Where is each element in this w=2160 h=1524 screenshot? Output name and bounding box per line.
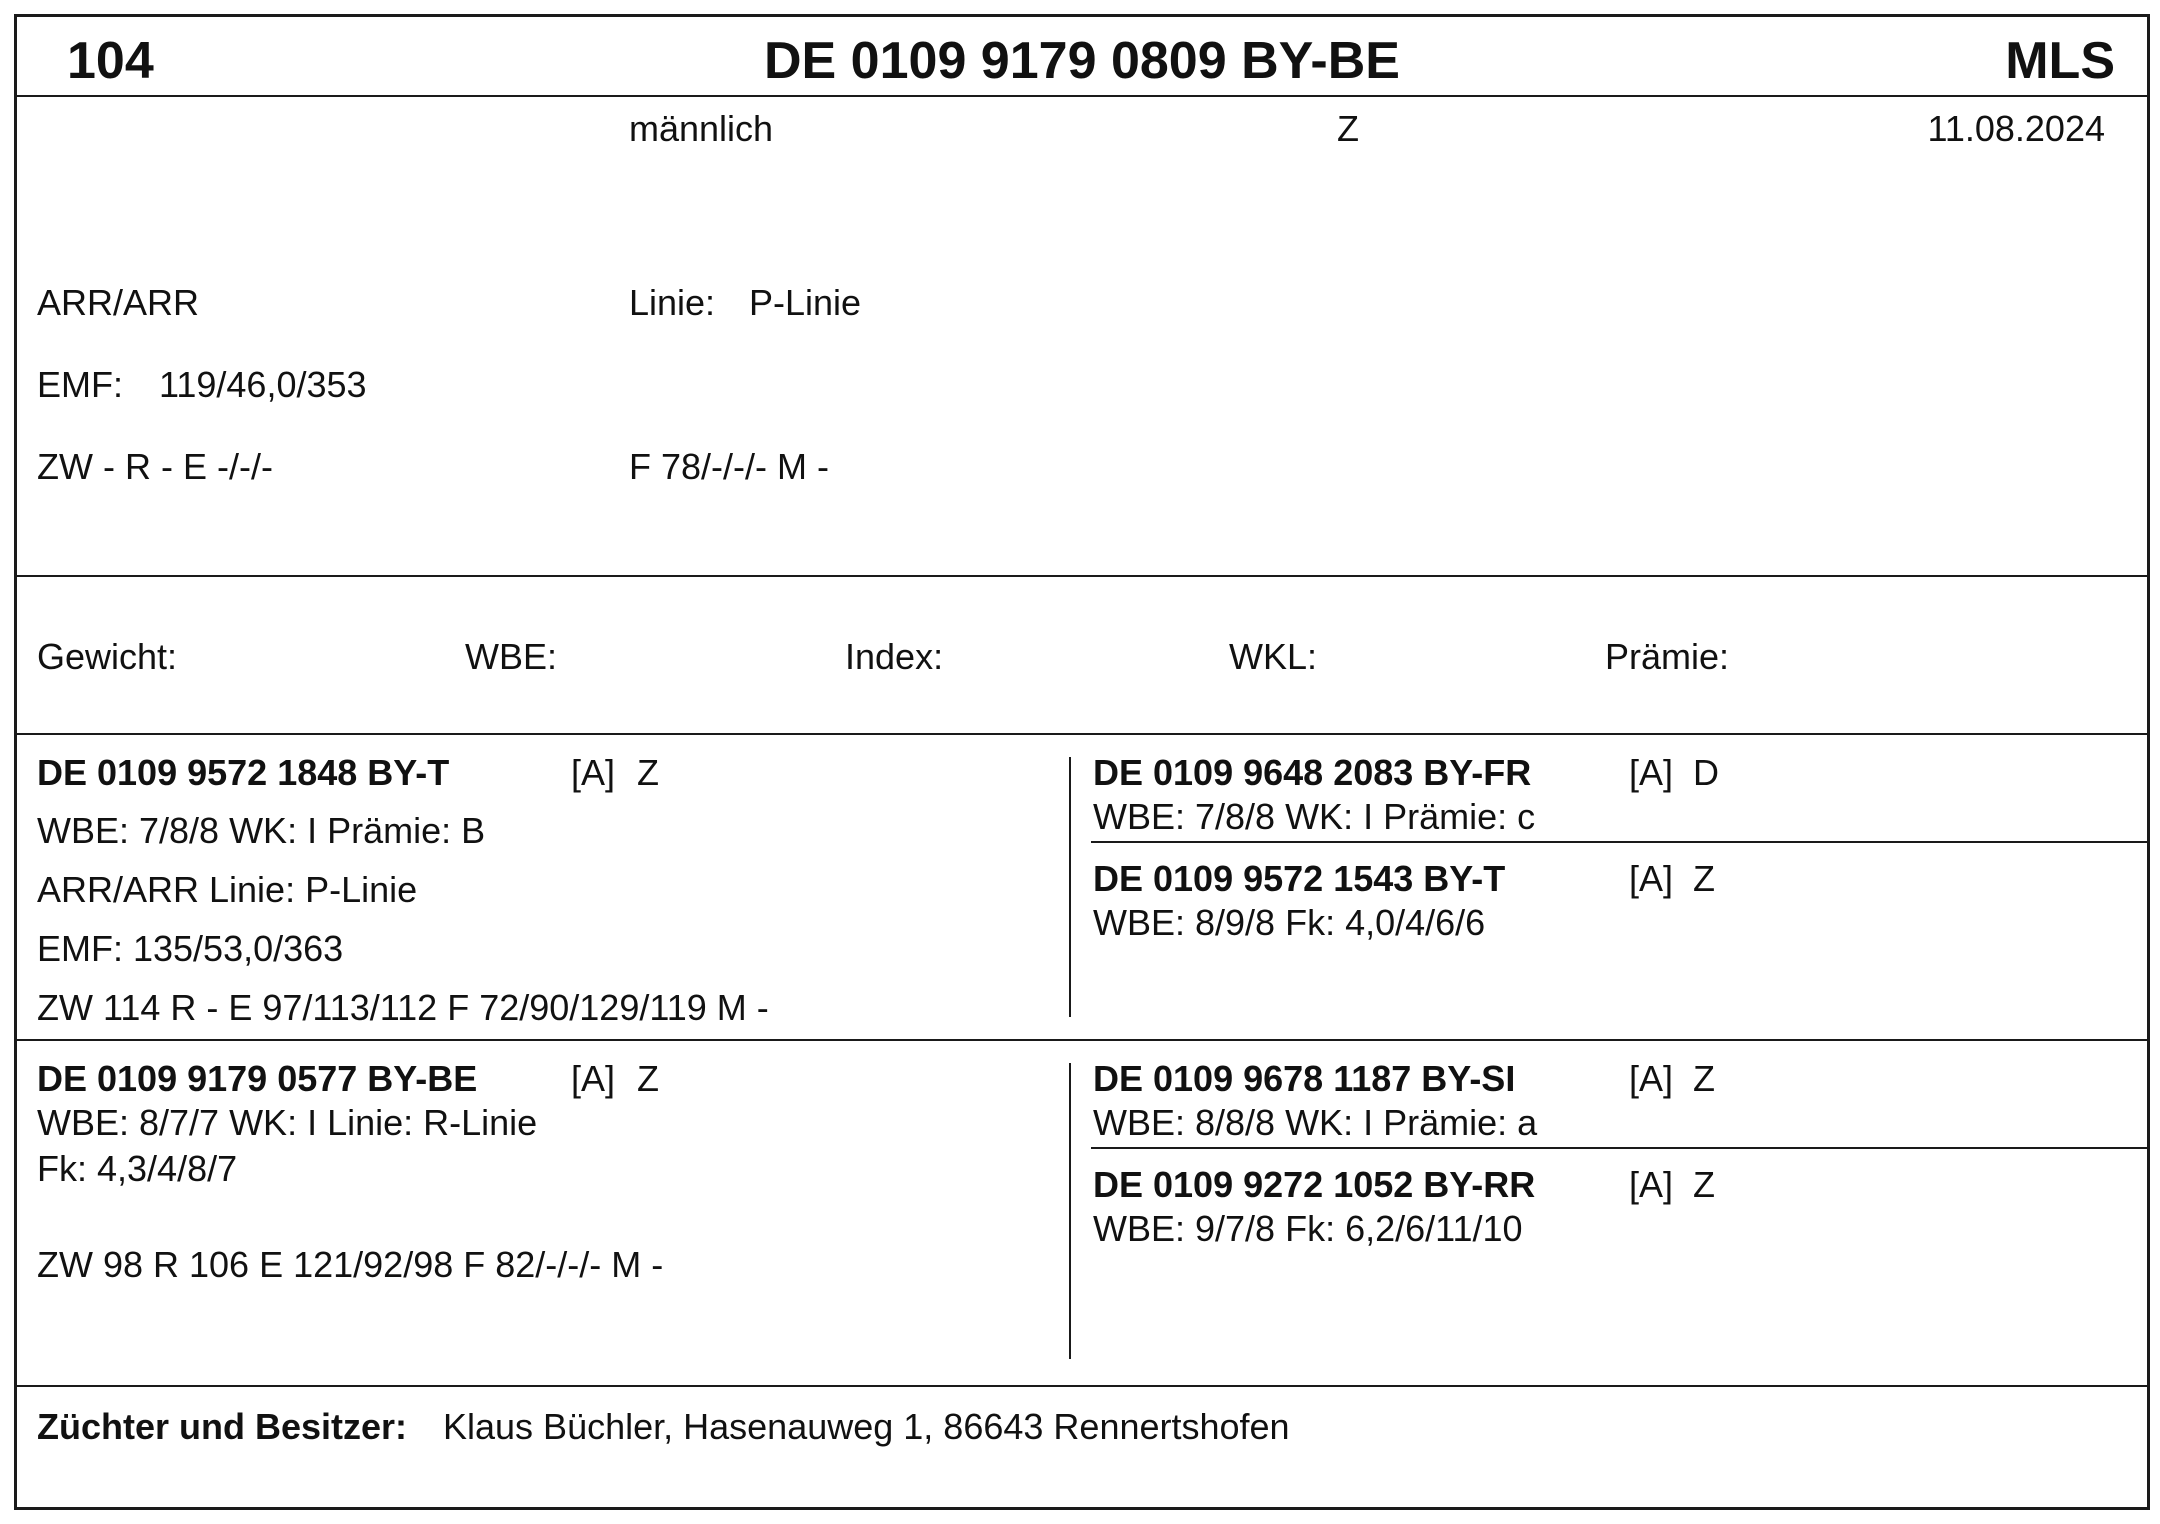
mother-mother-tag: [A] [1629, 1164, 1674, 1205]
father-status: Z [637, 752, 659, 793]
father-father-tag: [A] [1629, 752, 1674, 793]
breed-code: MLS [2005, 32, 2115, 90]
f-values: F 78/-/-/- M - [629, 446, 829, 487]
divider [17, 1385, 2147, 1387]
father-line: ZW 114 R - E 97/113/112 F 72/90/129/119 M - [37, 987, 769, 1028]
column-divider [1069, 1063, 1071, 1359]
divider [17, 733, 2147, 735]
date: 11.08.2024 [1927, 108, 2105, 149]
father-mother-line: WBE: 8/9/8 Fk: 4,0/4/6/6 [1093, 902, 1486, 943]
zw-values: ZW - R - E -/-/- [37, 446, 273, 487]
divider [17, 95, 2147, 97]
divider [1091, 841, 2147, 843]
breeder-value: Klaus Büchler, Hasenauweg 1, 86643 Rennertshofen [443, 1406, 1290, 1447]
mother-ring: DE 0109 9179 0577 BY-BE [37, 1058, 478, 1099]
mother-mother-line: WBE: 9/7/8 Fk: 6,2/6/11/10 [1093, 1208, 1523, 1249]
linie-label: Linie: [629, 282, 716, 323]
mother-father-status: Z [1693, 1058, 1715, 1099]
father-father-status: D [1693, 752, 1719, 793]
gewicht-label: Gewicht: [37, 636, 178, 677]
mother-line: WBE: 8/7/7 WK: I Linie: R-Linie [37, 1102, 538, 1143]
mother-tag: [A] [571, 1058, 616, 1099]
father-ring: DE 0109 9572 1848 BY-T [37, 752, 450, 793]
catalog-number: 104 [67, 32, 154, 90]
father-line: WBE: 7/8/8 WK: I Prämie: B [37, 810, 486, 851]
praemie-label: Prämie: [1605, 636, 1730, 677]
mother-status: Z [637, 1058, 659, 1099]
mother-mother-status: Z [1693, 1164, 1715, 1205]
divider [17, 1039, 2147, 1041]
breeder-label: Züchter und Besitzer: [37, 1406, 408, 1447]
father-line: EMF: 135/53,0/363 [37, 928, 344, 969]
father-tag: [A] [571, 752, 616, 793]
wkl-label: WKL: [1229, 636, 1318, 677]
divider [17, 575, 2147, 577]
mother-line: Fk: 4,3/4/8/7 [37, 1148, 238, 1189]
father-mother-status: Z [1693, 858, 1715, 899]
linie-value: P-Linie [749, 282, 862, 323]
mother-father-line: WBE: 8/8/8 WK: I Prämie: a [1093, 1102, 1538, 1143]
wbe-label: WBE: [465, 636, 558, 677]
father-father-ring: DE 0109 9648 2083 BY-FR [1093, 752, 1532, 793]
father-mother-ring: DE 0109 9572 1543 BY-T [1093, 858, 1506, 899]
index-label: Index: [845, 636, 944, 677]
sex: männlich [629, 108, 774, 149]
column-divider [1069, 757, 1071, 1017]
mother-mother-ring: DE 0109 9272 1052 BY-RR [1093, 1164, 1536, 1205]
divider [1091, 1147, 2147, 1149]
emf-label: EMF: [37, 364, 123, 405]
ring-number: DE 0109 9179 0809 BY-BE [764, 32, 1400, 90]
father-mother-tag: [A] [1629, 858, 1674, 899]
mother-father-tag: [A] [1629, 1058, 1674, 1099]
status: Z [1337, 108, 1359, 149]
pedigree-card [14, 14, 2150, 1510]
father-line: ARR/ARR Linie: P-Linie [37, 869, 418, 910]
mother-father-ring: DE 0109 9678 1187 BY-SI [1093, 1058, 1516, 1099]
father-father-line: WBE: 7/8/8 WK: I Prämie: c [1093, 796, 1536, 837]
emf-value: 119/46,0/353 [159, 364, 367, 405]
genotype: ARR/ARR [37, 282, 200, 323]
mother-line: ZW 98 R 106 E 121/92/98 F 82/-/-/- M - [37, 1244, 664, 1285]
